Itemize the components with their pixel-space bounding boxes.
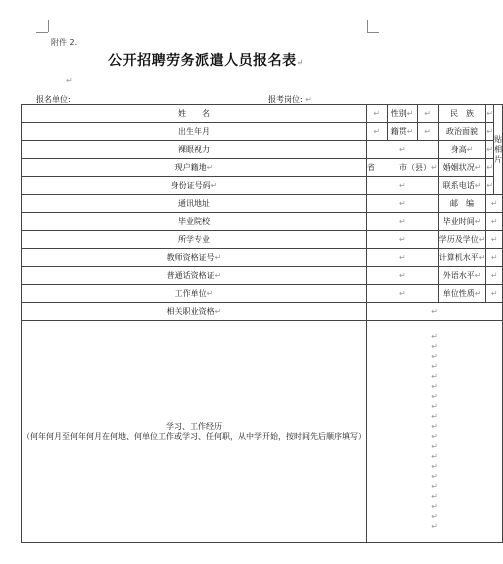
value-phone[interactable]: [486, 177, 494, 195]
photo-box: [494, 105, 503, 195]
label-native-place-text: 籍贯: [390, 126, 407, 136]
paragraph-mark: ↵: [399, 198, 406, 208]
paragraph-mark: ↵: [431, 361, 438, 371]
label-unit-type-text: 单位性质: [442, 288, 475, 298]
value-grad-time[interactable]: [486, 213, 503, 231]
value-postcode[interactable]: [486, 195, 503, 213]
value-school[interactable]: [367, 213, 439, 231]
paragraph-mark: ↵: [431, 306, 438, 316]
paragraph-mark: ↵: [399, 144, 406, 154]
label-hukou: [22, 159, 367, 177]
label-marital: [438, 159, 486, 177]
paragraph-mark: ↵: [486, 144, 494, 154]
paragraph-mark: ↵: [431, 501, 438, 511]
paragraph-mark: ↵: [210, 180, 218, 190]
photo-char-3: 片: [494, 154, 503, 164]
paragraph-mark: ↵: [214, 270, 222, 280]
paragraph-mark: ↵: [431, 381, 438, 391]
paragraph-mark: ↵: [490, 252, 498, 262]
paragraph-mark: ↵: [431, 461, 438, 471]
paragraph-mark: ↵: [490, 216, 498, 226]
label-gender-text: 性别: [390, 108, 407, 118]
label-employer: [22, 285, 367, 303]
value-foreign-lang[interactable]: [486, 267, 503, 285]
paragraph-mark: ↵: [474, 288, 482, 298]
label-education: [438, 231, 486, 249]
paragraph-mark: ↵: [490, 288, 498, 298]
paragraph-mark: ↵: [431, 391, 438, 401]
label-teacher-cert: [22, 249, 367, 267]
value-education[interactable]: [486, 231, 503, 249]
experience-heading: 学习、工作经历: [166, 421, 222, 431]
label-mandarin-cert-text: 普通话资格证: [166, 270, 215, 280]
value-name[interactable]: [367, 105, 388, 123]
hukou-city-label: 市（县）: [399, 162, 431, 172]
label-prof-qual-text: 相关职业资格: [166, 306, 215, 316]
paragraph-mark: ↵: [431, 511, 438, 521]
hukou-province-label: 省: [367, 162, 375, 172]
paragraph-mark: ↵: [373, 126, 381, 136]
value-political-status[interactable]: [486, 123, 494, 141]
document-title: [0, 50, 412, 70]
crop-mark-top-left-horizontal: [36, 32, 48, 33]
paragraph-mark: ↵: [399, 270, 406, 280]
label-computer: [438, 249, 486, 267]
paragraph-mark: ↵: [431, 421, 438, 431]
value-native-place[interactable]: [417, 123, 438, 141]
crop-mark-top-left-vertical: [48, 20, 49, 32]
label-height: [438, 141, 486, 159]
paragraph-mark: ↵: [406, 126, 414, 136]
paragraph-mark: ↵: [296, 57, 304, 67]
paragraph-mark: ↵: [431, 491, 438, 501]
label-unit-type: [438, 285, 486, 303]
paragraph-mark: ↵: [373, 108, 381, 118]
label-grad-time: [438, 213, 486, 231]
paragraph-mark: ↵: [431, 481, 438, 491]
paragraph-mark: ↵: [424, 108, 431, 118]
label-native-place: [387, 123, 417, 141]
value-unit-type[interactable]: [486, 285, 503, 303]
label-education-text: 学历及学位: [438, 234, 479, 244]
label-phone-text: 联系电话: [442, 180, 475, 190]
label-grad-time-text: 毕业时间: [442, 216, 475, 226]
paragraph-mark: ↵: [486, 126, 494, 136]
value-major[interactable]: [367, 231, 439, 249]
value-ethnicity[interactable]: [486, 105, 494, 123]
value-id-number[interactable]: [367, 177, 439, 195]
paragraph-mark: ↵: [474, 270, 482, 280]
label-phone: [438, 177, 486, 195]
paragraph-mark: ↵: [66, 76, 73, 85]
paragraph-mark: ↵: [399, 252, 406, 262]
label-school: 毕业院校: [22, 213, 367, 231]
paragraph-mark: ↵: [214, 306, 222, 316]
label-vision: 裸眼视力: [22, 141, 367, 159]
paragraph-mark: ↵: [431, 371, 438, 381]
label-prof-qual: [22, 303, 367, 321]
experience-textarea[interactable]: [367, 321, 503, 543]
label-political-status: 政治面貌: [438, 123, 486, 141]
paragraph-mark: ↵: [466, 144, 474, 154]
crop-mark-top-right-vertical: [367, 20, 368, 32]
experience-instruction: （何年何月至何年何月在何地、何单位工作或学习、任何职，从中学开始，按时间先后顺序填写）: [22, 431, 366, 441]
title-text: 公开招聘劳务派遣人员报名表: [108, 53, 297, 69]
paragraph-mark: ↵: [486, 180, 494, 190]
value-marital[interactable]: [486, 159, 494, 177]
paragraph-mark: ↵: [486, 108, 494, 118]
apply-unit-label: 报名单位:: [36, 95, 71, 104]
paragraph-mark: ↵: [399, 180, 406, 190]
label-birth: 出生年月: [22, 123, 367, 141]
label-height-text: 身高: [450, 144, 467, 154]
label-teacher-cert-text: 教师资格证号: [166, 252, 215, 262]
value-computer[interactable]: [486, 249, 503, 267]
label-major: 所学专业: [22, 231, 367, 249]
paragraph-mark: ↵: [431, 441, 438, 451]
label-postcode: 邮 编: [438, 195, 486, 213]
registration-form-table: [21, 104, 503, 543]
paragraph-mark: ↵: [431, 331, 438, 341]
label-computer-text: 计算机水平: [438, 252, 479, 262]
paragraph-mark: ↵: [399, 234, 406, 244]
paragraph-mark: ↵: [206, 162, 214, 172]
paragraph-mark: ↵: [474, 162, 482, 172]
label-gender: [387, 105, 417, 123]
paragraph-mark: ↵: [478, 234, 486, 244]
attachment-label: 附件 2.: [51, 38, 78, 47]
paragraph-mark: ↵: [214, 252, 222, 262]
value-birth[interactable]: [367, 123, 388, 141]
paragraph-mark: ↵: [399, 216, 406, 226]
paragraph-mark: ↵: [474, 216, 482, 226]
value-hukou[interactable]: [367, 159, 439, 177]
paragraph-mark: ↵: [431, 162, 438, 172]
value-address[interactable]: [367, 195, 439, 213]
paragraph-mark: ↵: [431, 351, 438, 361]
value-vision[interactable]: [367, 141, 439, 159]
label-hukou-text: 现户籍地: [174, 162, 207, 172]
crop-mark-top-right-horizontal: [367, 32, 379, 33]
label-name: 姓 名: [22, 105, 367, 123]
label-mandarin-cert: [22, 267, 367, 285]
value-height[interactable]: [486, 141, 494, 159]
paragraph-mark: ↵: [431, 401, 438, 411]
label-address: 通讯地址: [22, 195, 367, 213]
paragraph-mark: ↵: [478, 252, 486, 262]
label-employer-text: 工作单位: [174, 288, 207, 298]
paragraph-mark: ↵: [431, 431, 438, 441]
photo-char-2: 相: [494, 144, 503, 154]
paragraph-mark: ↵: [431, 471, 438, 481]
value-employer[interactable]: [367, 285, 439, 303]
paragraph-mark: ↵: [431, 341, 438, 351]
label-id-number: [22, 177, 367, 195]
label-foreign-lang: [438, 267, 486, 285]
paragraph-mark: ↵: [490, 234, 498, 244]
label-id-number-text: 身份证号码: [170, 180, 211, 190]
label-marital-text: 婚姻状况: [442, 162, 475, 172]
paragraph-mark: ↵: [424, 126, 431, 136]
paragraph-mark: ↵: [399, 288, 406, 298]
paragraph-mark: ↵: [305, 95, 312, 104]
photo-char-1: 贴: [494, 134, 503, 144]
label-foreign-lang-text: 外语水平: [442, 270, 475, 280]
paragraph-mark: ↵: [431, 411, 438, 421]
label-ethnicity: 民 族: [438, 105, 486, 123]
paragraph-mark: ↵: [490, 198, 498, 208]
apply-post-label: 报考岗位:: [268, 95, 303, 104]
paragraph-mark: ↵: [486, 162, 494, 172]
paragraph-mark: ↵: [206, 288, 214, 298]
value-gender[interactable]: [417, 105, 438, 123]
paragraph-mark: ↵: [490, 270, 498, 280]
paragraph-mark: ↵: [406, 108, 414, 118]
paragraph-mark: ↵: [474, 180, 482, 190]
value-prof-qual[interactable]: [367, 303, 503, 321]
value-teacher-cert[interactable]: [367, 249, 439, 267]
paragraph-mark: ↵: [431, 521, 438, 531]
value-mandarin-cert[interactable]: [367, 267, 439, 285]
paragraph-mark: ↵: [431, 451, 438, 461]
label-experience: [22, 321, 367, 543]
